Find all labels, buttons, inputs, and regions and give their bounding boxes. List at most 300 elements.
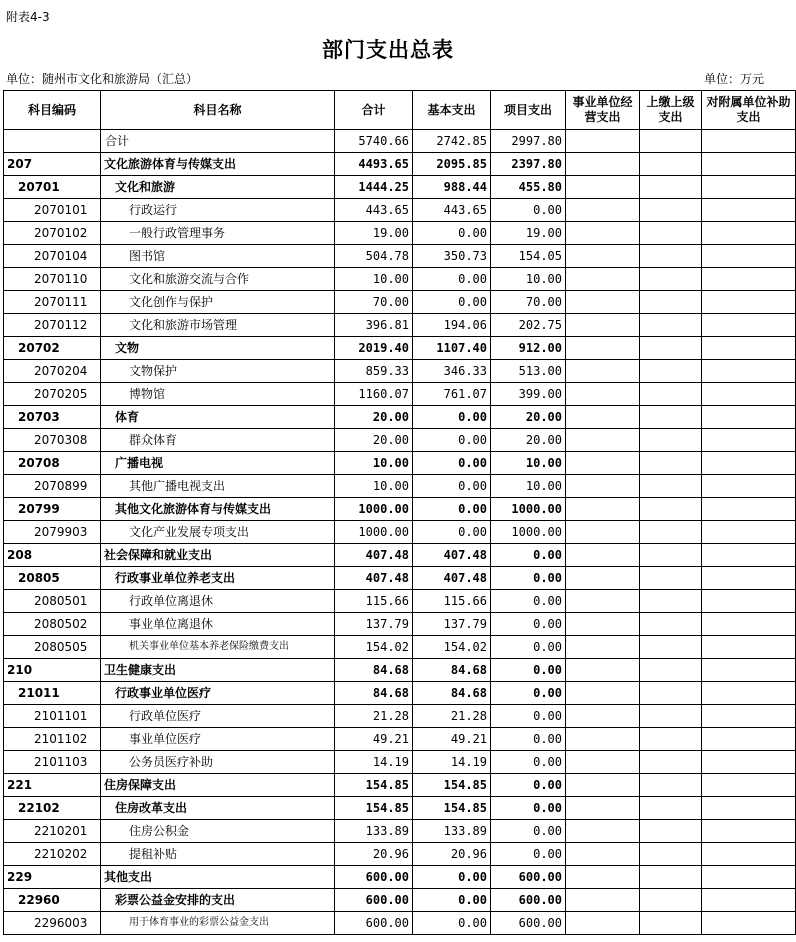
cell-business (566, 176, 640, 199)
cell-business (566, 912, 640, 935)
cell-total: 154.02 (335, 636, 413, 659)
cell-basic: 346.33 (413, 360, 491, 383)
cell-remit (640, 636, 702, 659)
cell-remit (640, 291, 702, 314)
cell-project: 0.00 (491, 728, 566, 751)
cell-subsidy (702, 153, 796, 176)
cell-project: 0.00 (491, 843, 566, 866)
cell-total: 20.00 (335, 406, 413, 429)
cell-subsidy (702, 245, 796, 268)
cell-code: 22102 (4, 797, 101, 820)
cell-business (566, 590, 640, 613)
unit-currency: 单位：万元 (703, 72, 764, 86)
cell-name: 公务员医疗补助 (101, 751, 335, 774)
cell-basic: 115.66 (413, 590, 491, 613)
cell-name: 彩票公益金安排的支出 (101, 889, 335, 912)
cell-basic: 0.00 (413, 406, 491, 429)
cell-remit (640, 843, 702, 866)
cell-basic: 0.00 (413, 498, 491, 521)
cell-name: 事业单位医疗 (101, 728, 335, 751)
cell-basic: 154.85 (413, 797, 491, 820)
cell-basic: 154.85 (413, 774, 491, 797)
cell-business (566, 291, 640, 314)
expenditure-table (3, 90, 796, 935)
cell-code: 2210201 (4, 820, 101, 843)
table-row (4, 314, 796, 337)
cell-code: 2070308 (4, 429, 101, 452)
cell-subsidy (702, 682, 796, 705)
cell-total: 4493.65 (335, 153, 413, 176)
cell-project: 1000.00 (491, 498, 566, 521)
cell-total: 407.48 (335, 567, 413, 590)
cell-name: 文化和旅游市场管理 (101, 314, 335, 337)
cell-subsidy (702, 452, 796, 475)
cell-basic: 407.48 (413, 567, 491, 590)
cell-total: 10.00 (335, 475, 413, 498)
cell-subsidy (702, 268, 796, 291)
cell-subsidy (702, 889, 796, 912)
cell-code: 20708 (4, 452, 101, 475)
table-row (4, 613, 796, 636)
cell-remit (640, 406, 702, 429)
cell-business (566, 889, 640, 912)
cell-remit (640, 590, 702, 613)
cell-remit (640, 728, 702, 751)
cell-project: 20.00 (491, 429, 566, 452)
cell-name: 事业单位离退休 (101, 613, 335, 636)
table-row (4, 636, 796, 659)
cell-total: 154.85 (335, 774, 413, 797)
col-header-basic: 基本支出 (413, 91, 491, 130)
col-header-name: 科目名称 (101, 91, 335, 130)
cell-basic: 443.65 (413, 199, 491, 222)
cell-business (566, 705, 640, 728)
cell-basic: 0.00 (413, 268, 491, 291)
cell-subsidy (702, 406, 796, 429)
table-row (4, 521, 796, 544)
cell-code: 2296003 (4, 912, 101, 935)
cell-project: 19.00 (491, 222, 566, 245)
cell-business (566, 268, 640, 291)
cell-code: 20702 (4, 337, 101, 360)
table-row (4, 705, 796, 728)
cell-project: 0.00 (491, 636, 566, 659)
cell-total: 504.78 (335, 245, 413, 268)
cell-subsidy (702, 199, 796, 222)
cell-remit (640, 705, 702, 728)
cell-remit (640, 268, 702, 291)
cell-basic: 0.00 (413, 429, 491, 452)
table-row (4, 291, 796, 314)
col-header-code: 科目编码 (4, 91, 101, 130)
cell-basic: 0.00 (413, 912, 491, 935)
cell-basic: 14.19 (413, 751, 491, 774)
cell-project: 399.00 (491, 383, 566, 406)
cell-business (566, 866, 640, 889)
table-row (4, 797, 796, 820)
cell-business (566, 314, 640, 337)
cell-remit (640, 360, 702, 383)
cell-subsidy (702, 521, 796, 544)
table-row (4, 590, 796, 613)
cell-remit (640, 130, 702, 153)
table-row (4, 728, 796, 751)
cell-code: 2070102 (4, 222, 101, 245)
cell-business (566, 199, 640, 222)
cell-basic: 0.00 (413, 222, 491, 245)
table-row (4, 912, 796, 935)
cell-subsidy (702, 314, 796, 337)
cell-project: 1000.00 (491, 521, 566, 544)
cell-basic: 407.48 (413, 544, 491, 567)
appendix-label: 附表4-3 (6, 10, 50, 24)
cell-total: 133.89 (335, 820, 413, 843)
cell-project: 154.05 (491, 245, 566, 268)
cell-total: 154.85 (335, 797, 413, 820)
cell-business (566, 843, 640, 866)
cell-basic: 988.44 (413, 176, 491, 199)
cell-name: 卫生健康支出 (101, 659, 335, 682)
cell-subsidy (702, 176, 796, 199)
cell-code: 2070112 (4, 314, 101, 337)
cell-total: 407.48 (335, 544, 413, 567)
cell-code: 20703 (4, 406, 101, 429)
cell-name: 机关事业单位基本养老保险缴费支出 (101, 636, 335, 659)
cell-remit (640, 912, 702, 935)
cell-remit (640, 751, 702, 774)
cell-name: 一般行政管理事务 (101, 222, 335, 245)
table-row (4, 567, 796, 590)
table-row (4, 153, 796, 176)
cell-business (566, 682, 640, 705)
table-row (4, 475, 796, 498)
cell-project: 0.00 (491, 613, 566, 636)
cell-business (566, 521, 640, 544)
cell-remit (640, 475, 702, 498)
cell-code: 2070205 (4, 383, 101, 406)
cell-name: 其他广播电视支出 (101, 475, 335, 498)
cell-remit (640, 613, 702, 636)
cell-basic: 21.28 (413, 705, 491, 728)
cell-subsidy (702, 728, 796, 751)
cell-code: 22960 (4, 889, 101, 912)
cell-name: 行政单位离退休 (101, 590, 335, 613)
cell-remit (640, 337, 702, 360)
cell-project: 0.00 (491, 820, 566, 843)
cell-name: 其他文化旅游体育与传媒支出 (101, 498, 335, 521)
cell-total: 1000.00 (335, 521, 413, 544)
cell-name: 文化创作与保护 (101, 291, 335, 314)
cell-name: 广播电视 (101, 452, 335, 475)
cell-code: 2101102 (4, 728, 101, 751)
cell-name: 住房改革支出 (101, 797, 335, 820)
cell-name: 文化旅游体育与传媒支出 (101, 153, 335, 176)
cell-basic: 761.07 (413, 383, 491, 406)
table-row (4, 429, 796, 452)
cell-total: 859.33 (335, 360, 413, 383)
table-row (4, 889, 796, 912)
cell-subsidy (702, 291, 796, 314)
table-row (4, 268, 796, 291)
cell-business (566, 337, 640, 360)
cell-business (566, 452, 640, 475)
cell-subsidy (702, 797, 796, 820)
cell-remit (640, 429, 702, 452)
cell-business (566, 636, 640, 659)
table-row (4, 176, 796, 199)
cell-project: 0.00 (491, 797, 566, 820)
cell-basic: 133.89 (413, 820, 491, 843)
cell-code: 2210202 (4, 843, 101, 866)
cell-basic: 20.96 (413, 843, 491, 866)
cell-name: 文物 (101, 337, 335, 360)
cell-subsidy (702, 544, 796, 567)
cell-basic: 2095.85 (413, 153, 491, 176)
table-row (4, 222, 796, 245)
cell-project: 0.00 (491, 705, 566, 728)
cell-total: 20.96 (335, 843, 413, 866)
cell-basic: 0.00 (413, 291, 491, 314)
cell-remit (640, 176, 702, 199)
cell-remit (640, 774, 702, 797)
cell-name: 文化产业发展专项支出 (101, 521, 335, 544)
cell-project: 202.75 (491, 314, 566, 337)
cell-subsidy (702, 751, 796, 774)
table-row (4, 682, 796, 705)
cell-business (566, 613, 640, 636)
cell-code: 2070111 (4, 291, 101, 314)
cell-name: 合计 (101, 130, 335, 153)
cell-code: 20805 (4, 567, 101, 590)
cell-subsidy (702, 337, 796, 360)
cell-basic: 137.79 (413, 613, 491, 636)
cell-remit (640, 498, 702, 521)
cell-business (566, 544, 640, 567)
cell-project: 10.00 (491, 268, 566, 291)
cell-basic: 0.00 (413, 452, 491, 475)
cell-total: 20.00 (335, 429, 413, 452)
cell-project: 20.00 (491, 406, 566, 429)
cell-basic: 194.06 (413, 314, 491, 337)
cell-total: 19.00 (335, 222, 413, 245)
cell-project: 0.00 (491, 590, 566, 613)
cell-total: 137.79 (335, 613, 413, 636)
cell-code: 2070104 (4, 245, 101, 268)
cell-project: 0.00 (491, 682, 566, 705)
cell-business (566, 429, 640, 452)
cell-project: 513.00 (491, 360, 566, 383)
cell-business (566, 360, 640, 383)
cell-total: 1444.25 (335, 176, 413, 199)
cell-business (566, 498, 640, 521)
cell-business (566, 153, 640, 176)
table-row (4, 337, 796, 360)
cell-business (566, 751, 640, 774)
cell-code: 20799 (4, 498, 101, 521)
cell-code: 210 (4, 659, 101, 682)
cell-subsidy (702, 130, 796, 153)
cell-total: 1160.07 (335, 383, 413, 406)
cell-subsidy (702, 498, 796, 521)
cell-total: 5740.66 (335, 130, 413, 153)
cell-name: 社会保障和就业支出 (101, 544, 335, 567)
cell-remit (640, 889, 702, 912)
cell-code: 2079903 (4, 521, 101, 544)
cell-business (566, 567, 640, 590)
cell-remit (640, 199, 702, 222)
cell-name: 文物保护 (101, 360, 335, 383)
cell-basic: 84.68 (413, 682, 491, 705)
cell-code: 221 (4, 774, 101, 797)
table-body (4, 130, 796, 935)
cell-project: 912.00 (491, 337, 566, 360)
cell-business (566, 130, 640, 153)
cell-name: 住房公积金 (101, 820, 335, 843)
table-row (4, 544, 796, 567)
cell-name: 行政运行 (101, 199, 335, 222)
cell-subsidy (702, 360, 796, 383)
cell-code: 229 (4, 866, 101, 889)
cell-business (566, 774, 640, 797)
cell-code: 2080505 (4, 636, 101, 659)
cell-remit (640, 820, 702, 843)
cell-remit (640, 314, 702, 337)
cell-name: 体育 (101, 406, 335, 429)
cell-basic: 84.68 (413, 659, 491, 682)
cell-code: 2101101 (4, 705, 101, 728)
cell-code: 21011 (4, 682, 101, 705)
cell-subsidy (702, 659, 796, 682)
cell-code (4, 130, 101, 153)
cell-total: 1000.00 (335, 498, 413, 521)
table-row (4, 452, 796, 475)
table-row (4, 245, 796, 268)
cell-name: 用于体育事业的彩票公益金支出 (101, 912, 335, 935)
cell-project: 0.00 (491, 659, 566, 682)
cell-subsidy (702, 567, 796, 590)
table-row (4, 751, 796, 774)
cell-total: 70.00 (335, 291, 413, 314)
cell-code: 2080502 (4, 613, 101, 636)
cell-remit (640, 153, 702, 176)
cell-remit (640, 245, 702, 268)
cell-name: 文化和旅游交流与合作 (101, 268, 335, 291)
cell-code: 2080501 (4, 590, 101, 613)
cell-subsidy (702, 222, 796, 245)
cell-remit (640, 659, 702, 682)
cell-project: 2397.80 (491, 153, 566, 176)
table-row (4, 498, 796, 521)
cell-basic: 154.02 (413, 636, 491, 659)
cell-subsidy (702, 705, 796, 728)
cell-name: 群众体育 (101, 429, 335, 452)
col-header-remit: 上缴上级支出 (640, 91, 702, 130)
cell-code: 2070101 (4, 199, 101, 222)
cell-basic: 2742.85 (413, 130, 491, 153)
cell-code: 2070110 (4, 268, 101, 291)
cell-code: 2070204 (4, 360, 101, 383)
cell-business (566, 728, 640, 751)
page-title: 部门支出总表 (322, 38, 454, 62)
table-row (4, 199, 796, 222)
cell-subsidy (702, 912, 796, 935)
cell-business (566, 475, 640, 498)
cell-total: 84.68 (335, 659, 413, 682)
cell-project: 10.00 (491, 452, 566, 475)
cell-total: 84.68 (335, 682, 413, 705)
cell-total: 10.00 (335, 268, 413, 291)
cell-business (566, 406, 640, 429)
table-row (4, 406, 796, 429)
cell-name: 图书馆 (101, 245, 335, 268)
cell-project: 600.00 (491, 889, 566, 912)
cell-remit (640, 682, 702, 705)
cell-total: 14.19 (335, 751, 413, 774)
table-row (4, 659, 796, 682)
cell-name: 文化和旅游 (101, 176, 335, 199)
cell-basic: 0.00 (413, 521, 491, 544)
cell-total: 2019.40 (335, 337, 413, 360)
cell-basic: 49.21 (413, 728, 491, 751)
cell-remit (640, 866, 702, 889)
cell-subsidy (702, 820, 796, 843)
cell-remit (640, 521, 702, 544)
cell-business (566, 659, 640, 682)
table-row (4, 820, 796, 843)
cell-subsidy (702, 843, 796, 866)
table-row (4, 866, 796, 889)
col-header-subsidy: 对附属单位补助支出 (702, 91, 796, 130)
cell-total: 600.00 (335, 866, 413, 889)
cell-subsidy (702, 774, 796, 797)
cell-business (566, 820, 640, 843)
cell-remit (640, 567, 702, 590)
cell-name: 住房保障支出 (101, 774, 335, 797)
table-row (4, 383, 796, 406)
cell-name: 行政事业单位医疗 (101, 682, 335, 705)
cell-business (566, 797, 640, 820)
cell-total: 21.28 (335, 705, 413, 728)
cell-remit (640, 222, 702, 245)
cell-name: 其他支出 (101, 866, 335, 889)
cell-subsidy (702, 590, 796, 613)
table-row (4, 843, 796, 866)
table-row (4, 774, 796, 797)
cell-business (566, 383, 640, 406)
cell-business (566, 245, 640, 268)
cell-business (566, 222, 640, 245)
cell-subsidy (702, 429, 796, 452)
cell-code: 2101103 (4, 751, 101, 774)
cell-subsidy (702, 475, 796, 498)
table-row (4, 130, 796, 153)
table-row (4, 360, 796, 383)
cell-total: 600.00 (335, 889, 413, 912)
cell-code: 2070899 (4, 475, 101, 498)
cell-project: 0.00 (491, 567, 566, 590)
cell-name: 提租补贴 (101, 843, 335, 866)
cell-project: 600.00 (491, 912, 566, 935)
cell-total: 600.00 (335, 912, 413, 935)
cell-project: 10.00 (491, 475, 566, 498)
cell-code: 20701 (4, 176, 101, 199)
unit-organization: 单位：随州市文化和旅游局（汇总） (6, 72, 199, 86)
cell-remit (640, 452, 702, 475)
cell-remit (640, 383, 702, 406)
cell-basic: 0.00 (413, 475, 491, 498)
cell-name: 行政事业单位养老支出 (101, 567, 335, 590)
cell-project: 2997.80 (491, 130, 566, 153)
